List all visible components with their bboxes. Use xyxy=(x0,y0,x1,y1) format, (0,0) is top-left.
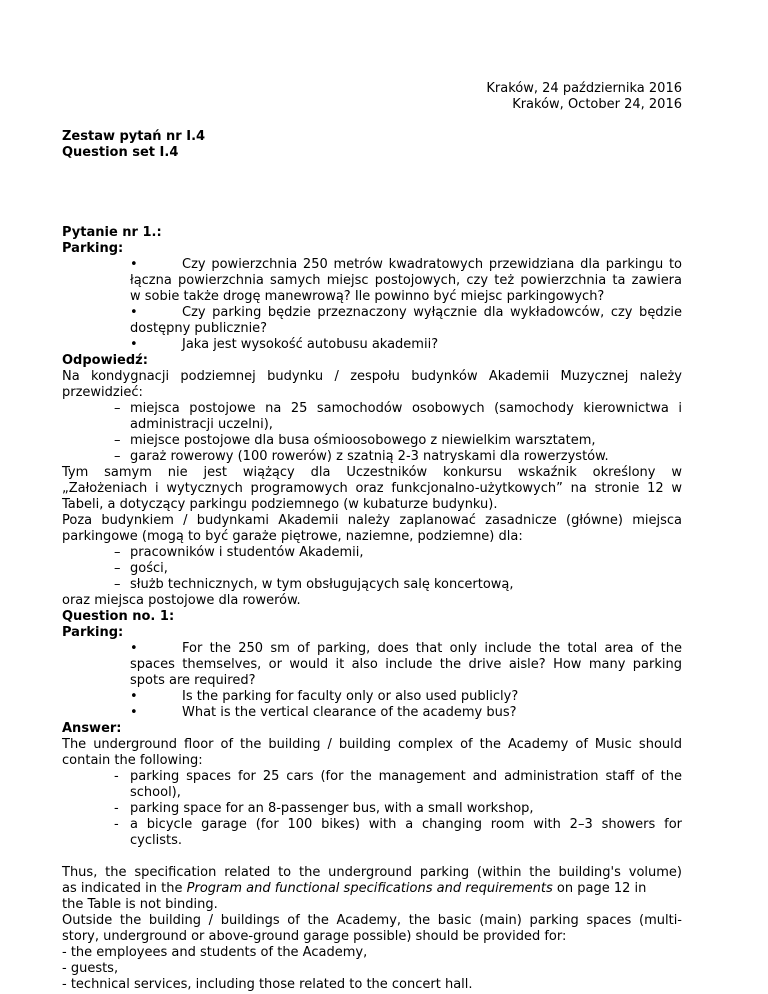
question-en-3-line1: What is the vertical clearance of the academy bus? xyxy=(182,705,517,720)
answer-en-p2-line3: the Table is not binding. xyxy=(62,897,218,912)
answer-en-p3-line1: Outside the building / buildings of the Academy, the basic (main) parking spaces (multi- xyxy=(62,913,682,928)
answer-pl-list2-item2: gości, xyxy=(130,561,168,576)
answer-en-list2-item1: - the employees and students of the Academy, xyxy=(62,945,368,960)
answer-pl-p2-line2: „Założeniach i wytycznych programowych oraz funkcjonalno-użytkowych” na stronie 12 w xyxy=(62,481,682,496)
answer-pl-p4: oraz miejsca postojowe dla rowerów. xyxy=(62,593,301,608)
bullet-mark: • xyxy=(130,337,138,352)
bullet-mark: • xyxy=(130,705,138,720)
question-title-en: Question no. 1: xyxy=(62,609,175,624)
answer-pl-p3-line2: parkingowe (mogą to być garaże piętrowe, naziemne, podziemne) dla: xyxy=(62,529,523,544)
answer-pl-list2-item3: służb technicznych, w tym obsługujących salę koncertową, xyxy=(130,577,514,592)
answer-title-pl: Odpowiedź: xyxy=(62,353,148,368)
answer-pl-p3-line1: Poza budynkiem / budynkami Akademii należy zaplanować zasadnicze (główne) miejsca xyxy=(62,513,682,528)
hyphen-mark: - xyxy=(114,817,119,832)
bullet-mark: • xyxy=(130,689,138,704)
dash-mark: – xyxy=(114,561,121,576)
hyphen-mark: - xyxy=(114,801,119,816)
answer-en-p2-line2-a: as indicated in the xyxy=(62,881,187,896)
answer-en-list2-item3: - technical services, including those related to the concert hall. xyxy=(62,977,473,992)
question-en-2-line1: Is the parking for faculty only or also used publicly? xyxy=(182,689,519,704)
document-title-italic: Program and functional specifications and requirements xyxy=(186,881,553,896)
bullet-mark: • xyxy=(130,641,138,656)
hyphen-mark: - xyxy=(114,769,119,784)
question-set-english: Question set I.4 xyxy=(62,145,179,160)
answer-pl-p1-line1: Na kondygnacji podziemnej budynku / zespołu budynków Akademii Muzycznej należy xyxy=(62,369,682,384)
answer-pl-item1-line1: miejsca postojowe na 25 samochodów osobowych (samochody kierownictwa i xyxy=(130,401,682,416)
bullet-mark: • xyxy=(130,257,138,272)
answer-pl-p2-line1: Tym samym nie jest wiążący dla Uczestników konkursu wskaźnik określony w xyxy=(62,465,682,480)
question-title-pl: Pytanie nr 1.: xyxy=(62,225,162,240)
dash-mark: – xyxy=(114,449,121,464)
answer-pl-list2-item1: pracowników i studentów Akademii, xyxy=(130,545,364,560)
question-pl-3-line1: Jaka jest wysokość autobusu akademii? xyxy=(182,337,439,352)
answer-pl-p2-line3: Tabeli, a dotyczący parkingu podziemnego (w kubaturze budynku). xyxy=(62,497,498,512)
answer-en-item1-line2: school), xyxy=(130,785,181,800)
question-pl-2-line2: dostępny publicznie? xyxy=(130,321,268,336)
question-en-1-line1: For the 250 sm of parking, does that only include the total area of the xyxy=(182,641,682,656)
question-pl-1-line3: w sobie także drogę manewrową? Ile powinno być miejsc parkingowych? xyxy=(130,289,605,304)
dash-mark: – xyxy=(114,401,121,416)
answer-en-p1-line2: contain the following: xyxy=(62,753,203,768)
question-pl-1-line1: Czy powierzchnia 250 metrów kwadratowych przewidziana dla parkingu to xyxy=(182,257,682,272)
answer-en-item3-line2: cyclists. xyxy=(130,833,182,848)
answer-en-item3-line1: a bicycle garage (for 100 bikes) with a changing room with 2–3 showers for xyxy=(130,817,682,832)
answer-en-p3-line2: story, underground or above-ground garage possible) should be provided for: xyxy=(62,929,567,944)
question-pl-2-line1: Czy parking będzie przeznaczony wyłącznie dla wykładowców, czy będzie xyxy=(182,305,682,320)
date-english: Kraków, October 24, 2016 xyxy=(512,97,682,112)
answer-pl-p1-line2: przewidzieć: xyxy=(62,385,143,400)
question-pl-1-line2: łączna powierzchnia samych miejsc postojowych, czy też powierzchnia ta zawiera xyxy=(130,273,682,288)
question-en-1-line3: spots are required? xyxy=(130,673,256,688)
dash-mark: – xyxy=(114,433,121,448)
answer-en-p2-line1: Thus, the specification related to the underground parking (within the building's volume) xyxy=(62,865,682,880)
answer-en-list2-item2: - guests, xyxy=(62,961,119,976)
date-polish: Kraków, 24 października 2016 xyxy=(486,81,682,96)
answer-en-p2-line2 xyxy=(62,881,646,897)
question-set-polish: Zestaw pytań nr I.4 xyxy=(62,129,206,144)
bullet-mark: • xyxy=(130,305,138,320)
answer-en-item2: parking space for an 8-passenger bus, with a small workshop, xyxy=(130,801,534,816)
answer-title-en: Answer: xyxy=(62,721,122,736)
answer-pl-item1-line2: administracji uczelni), xyxy=(130,417,273,432)
answer-pl-item3: garaż rowerowy (100 rowerów) z szatnią 2-3 natryskami dla rowerzystów. xyxy=(130,449,609,464)
question-en-1-line2: spaces themselves, or would it also include the drive aisle? How many parking xyxy=(130,657,682,672)
dash-mark: – xyxy=(114,545,121,560)
dash-mark: – xyxy=(114,577,121,592)
answer-en-item1-line1: parking spaces for 25 cars (for the management and administration staff of the xyxy=(130,769,682,784)
answer-en-p2-line2-b: on page 12 in xyxy=(552,881,647,896)
topic-en: Parking: xyxy=(62,625,124,640)
answer-pl-item2: miejsce postojowe dla busa ośmioosobowego z niewielkim warsztatem, xyxy=(130,433,596,448)
answer-en-p1-line1: The underground floor of the building / building complex of the Academy of Music should xyxy=(62,737,682,752)
topic-pl: Parking: xyxy=(62,241,124,256)
